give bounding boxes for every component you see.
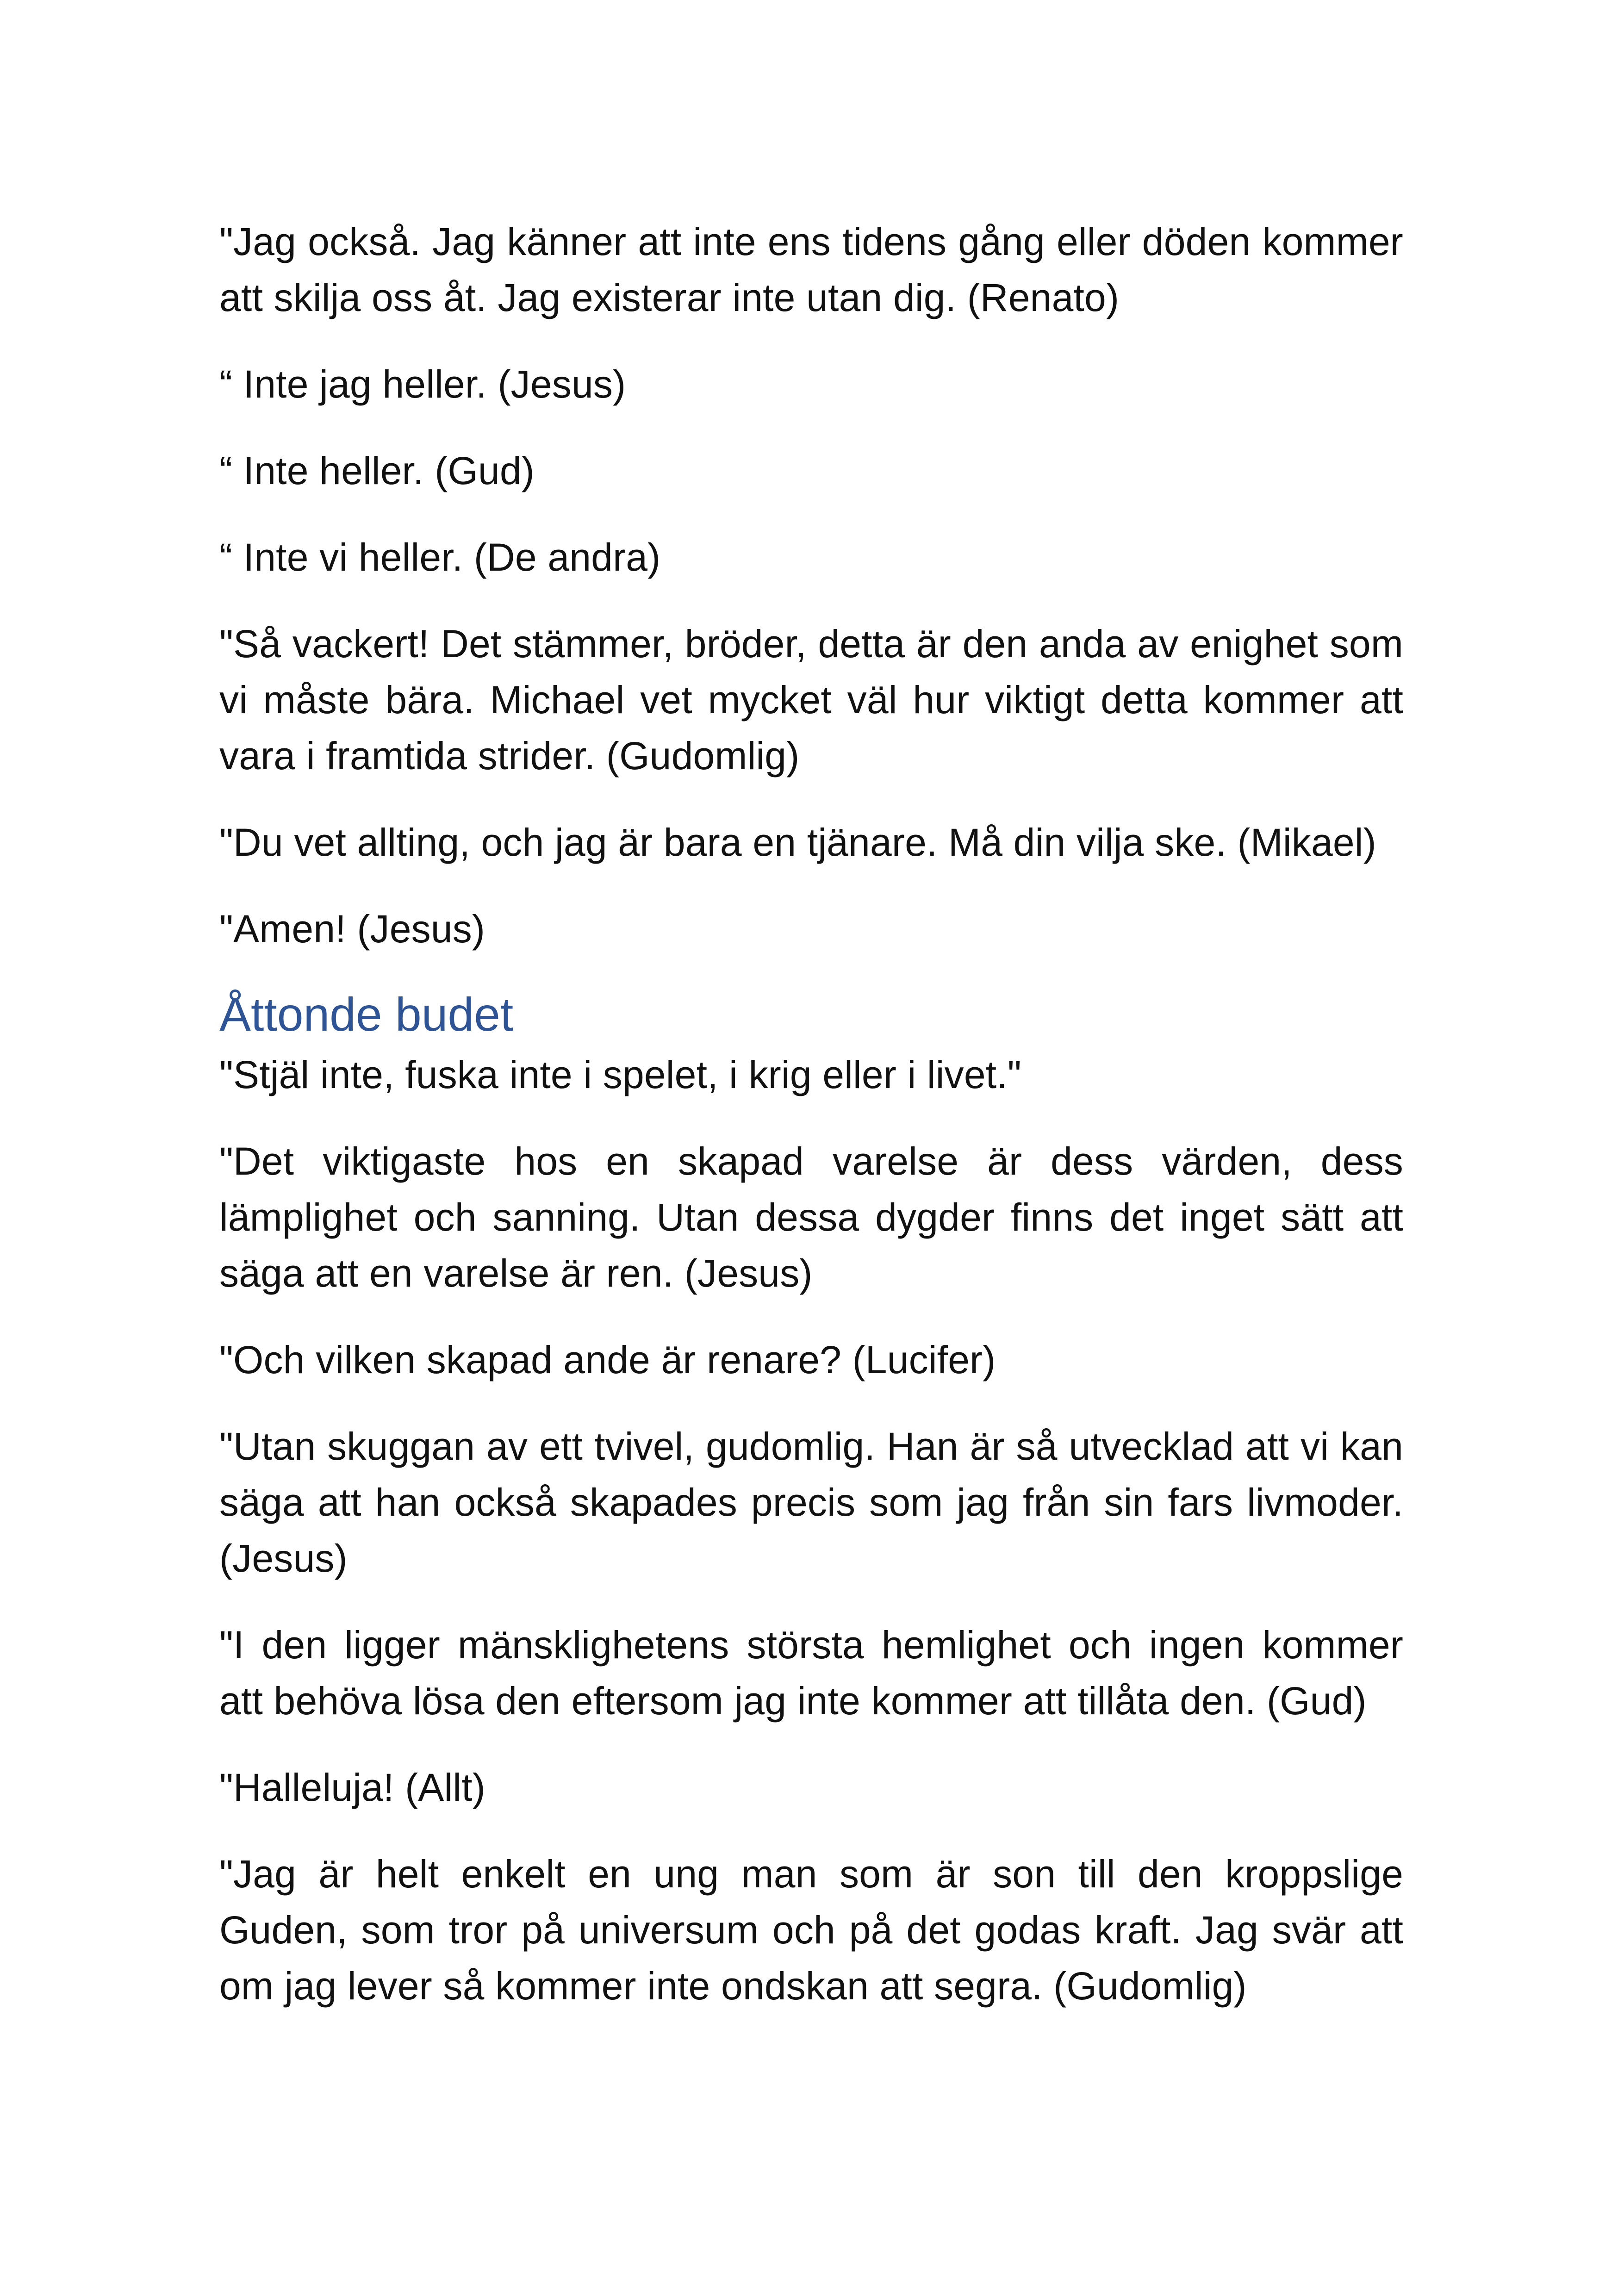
paragraph-lucifer: "Och vilken skapad ande är renare? (Lucifer) (219, 1338, 996, 1381)
paragraph-mikael: "Du vet allting, och jag är bara en tjänare. Må din vilja ske. (Mikael) (219, 821, 1376, 864)
paragraph-allt: "Halleluja! (Allt) (219, 1766, 485, 1809)
paragraph-jesus-2: "Det viktigaste hos en skapad varelse är dess värden, dess lämplighet och sanning. Utan dessa dygder finns det inget sätt att säga att en varelse är ren. (Jesus) (219, 1139, 1403, 1295)
paragraph-renato: "Jag också. Jag känner att inte ens tidens gång eller döden kommer att skilja oss åt. Jag existerar inte utan dig. (Renato) (219, 220, 1403, 319)
document-page (219, 214, 1403, 2045)
paragraph-gudomlig-1: "Så vackert! Det stämmer, bröder, detta är den anda av enighet som vi måste bära. Michael vet mycket väl hur viktigt detta kommer att vara i framtida strider. (Gudomlig) (219, 622, 1403, 778)
paragraph-gud-2: "I den ligger mänsklighetens största hemlighet och ingen kommer att behöva lösa den eftersom jag inte kommer att tillåta den. (Gud) (219, 1623, 1403, 1723)
paragraph-jesus-1: “ Inte jag heller. (Jesus) (219, 362, 626, 406)
section-heading: Åttonde budet (219, 988, 514, 1041)
paragraph-gudomlig-2: "Jag är helt enkelt en ung man som är son till den kroppslige Guden, som tror på universum och på det godas kraft. Jag svär att om jag lever så kommer inte ondskan att segra. (Gudomlig) (219, 1852, 1403, 2008)
paragraph-gud-1: “ Inte heller. (Gud) (219, 449, 535, 492)
paragraph-de-andra: “ Inte vi heller. (De andra) (219, 535, 661, 579)
paragraph-commandment: "Stjäl inte, fuska inte i spelet, i krig eller i livet." (219, 1053, 1021, 1096)
paragraph-jesus-amen: "Amen! (Jesus) (219, 907, 485, 951)
paragraph-jesus-3: "Utan skuggan av ett tvivel, gudomlig. Han är så utvecklad att vi kan säga att han också skapades precis som jag från sin fars livmoder. (Jesus) (219, 1425, 1403, 1580)
